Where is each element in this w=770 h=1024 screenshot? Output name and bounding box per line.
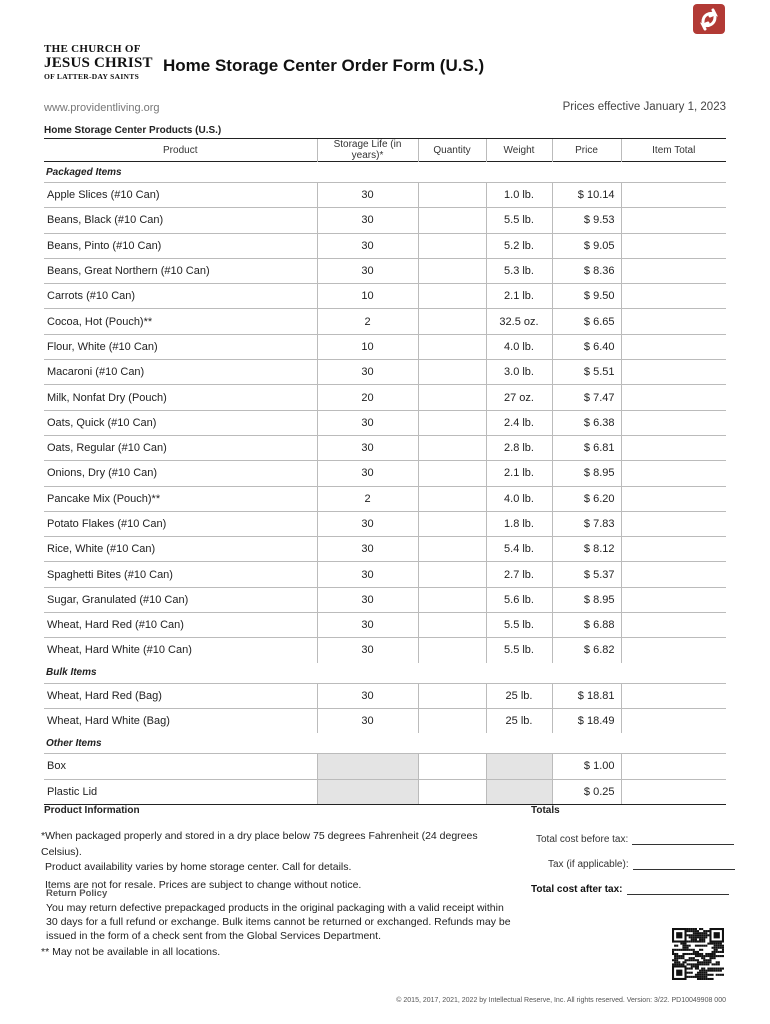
table-row bbox=[44, 435, 726, 460]
return-policy-text: You may return defective prepackaged products in the original packaging with a valid receipt within 30 days for a full refund or exchange. Bulk items cannot be returned or exchanged. Refunds may be issued in the form of a check sent from the Global Services Department. bbox=[46, 902, 511, 942]
quantity-input-cell[interactable] bbox=[418, 360, 486, 385]
product-cell: Carrots (#10 Can) bbox=[44, 284, 317, 309]
quantity-input-cell[interactable] bbox=[418, 754, 486, 779]
price-cell: $ 8.95 bbox=[552, 587, 621, 612]
table-row bbox=[44, 284, 726, 309]
product-cell: Macaroni (#10 Can) bbox=[44, 360, 317, 385]
weight-cell: 4.0 lb. bbox=[486, 334, 552, 359]
price-cell: $ 8.12 bbox=[552, 537, 621, 562]
item-total-cell[interactable] bbox=[621, 683, 726, 708]
product-cell: Wheat, Hard White (Bag) bbox=[44, 708, 317, 733]
weight-cell: 2.4 lb. bbox=[486, 410, 552, 435]
item-total-cell[interactable] bbox=[621, 360, 726, 385]
storage-life-cell: 10 bbox=[317, 284, 418, 309]
weight-cell: 4.0 lb. bbox=[486, 486, 552, 511]
table-row bbox=[44, 779, 726, 804]
quantity-input-cell[interactable] bbox=[418, 208, 486, 233]
return-policy-title: Return Policy bbox=[46, 888, 108, 899]
quantity-input-cell[interactable] bbox=[418, 284, 486, 309]
table-row bbox=[44, 208, 726, 233]
price-cell: $ 6.65 bbox=[552, 309, 621, 334]
item-total-cell[interactable] bbox=[621, 233, 726, 258]
product-cell: Oats, Regular (#10 Can) bbox=[44, 435, 317, 460]
storage-life-cell: 30 bbox=[317, 208, 418, 233]
price-cell: $ 5.37 bbox=[552, 562, 621, 587]
storage-life-cell: 2 bbox=[317, 309, 418, 334]
quantity-input-cell[interactable] bbox=[418, 562, 486, 587]
table-row bbox=[44, 233, 726, 258]
total-after-tax-field[interactable] bbox=[627, 883, 729, 895]
price-cell: $ 1.00 bbox=[552, 754, 621, 779]
price-cell: $ 8.95 bbox=[552, 461, 621, 486]
item-total-cell[interactable] bbox=[621, 385, 726, 410]
item-total-cell[interactable] bbox=[621, 708, 726, 733]
weight-cell: 25 lb. bbox=[486, 708, 552, 733]
copyright-notice: © 2015, 2017, 2021, 2022 by Intellectual Reserve, Inc. All rights reserved. Version: 3/22. PD10049908 000 bbox=[396, 997, 726, 1004]
weight-cell: 5.4 lb. bbox=[486, 537, 552, 562]
item-total-cell[interactable] bbox=[621, 754, 726, 779]
form-title: Home Storage Center Order Form (U.S.) bbox=[163, 56, 485, 75]
weight-cell: 32.5 oz. bbox=[486, 309, 552, 334]
product-cell: Beans, Pinto (#10 Can) bbox=[44, 233, 317, 258]
product-cell: Wheat, Hard Red (#10 Can) bbox=[44, 613, 317, 638]
table-row bbox=[44, 562, 726, 587]
column-header-product: Product bbox=[163, 144, 198, 156]
tax-label: Tax (if applicable): bbox=[548, 859, 629, 870]
price-cell: $ 0.25 bbox=[552, 779, 621, 804]
price-cell: $ 18.49 bbox=[552, 708, 621, 733]
table-row bbox=[44, 511, 726, 536]
product-cell: Apple Slices (#10 Can) bbox=[44, 183, 317, 208]
price-cell: $ 8.36 bbox=[552, 258, 621, 283]
column-header-item-total: Item Total bbox=[621, 139, 726, 162]
price-cell: $ 6.88 bbox=[552, 613, 621, 638]
weight-cell: 5.5 lb. bbox=[486, 613, 552, 638]
column-header-weight: Weight bbox=[486, 139, 552, 162]
quantity-input-cell[interactable] bbox=[418, 334, 486, 359]
table-row bbox=[44, 258, 726, 283]
table-header-row bbox=[44, 139, 726, 162]
item-total-cell[interactable] bbox=[621, 562, 726, 587]
total-after-tax-line bbox=[531, 883, 729, 895]
logo-line-1: THE CHURCH OF bbox=[44, 43, 141, 55]
weight-cell: 2.1 lb. bbox=[486, 284, 552, 309]
logo-line-2: JESUS CHRIST bbox=[44, 55, 153, 71]
section-title: Home Storage Center Products (U.S.) bbox=[44, 125, 222, 136]
quantity-input-cell[interactable] bbox=[418, 486, 486, 511]
item-total-cell[interactable] bbox=[621, 208, 726, 233]
table-row bbox=[44, 410, 726, 435]
price-cell: $ 9.53 bbox=[552, 208, 621, 233]
table-row bbox=[44, 638, 726, 663]
weight-cell: 5.5 lb. bbox=[486, 208, 552, 233]
price-cell: $ 6.40 bbox=[552, 334, 621, 359]
total-after-tax-label: Total cost after tax: bbox=[531, 884, 623, 895]
table-row bbox=[44, 360, 726, 385]
weight-cell bbox=[486, 779, 552, 804]
storage-life-cell: 30 bbox=[317, 233, 418, 258]
category-row bbox=[44, 162, 726, 183]
weight-cell: 1.0 lb. bbox=[486, 183, 552, 208]
price-cell: $ 9.05 bbox=[552, 233, 621, 258]
table-row bbox=[44, 385, 726, 410]
storage-life-cell: 20 bbox=[317, 385, 418, 410]
total-before-tax-line bbox=[536, 833, 734, 845]
storage-life-cell: 30 bbox=[317, 587, 418, 612]
storage-life-cell: 30 bbox=[317, 258, 418, 283]
item-total-cell[interactable] bbox=[621, 435, 726, 460]
weight-cell: 5.5 lb. bbox=[486, 638, 552, 663]
total-before-tax-field[interactable] bbox=[632, 833, 734, 845]
storage-life-cell: 30 bbox=[317, 638, 418, 663]
quantity-input-cell[interactable] bbox=[418, 183, 486, 208]
price-cell: $ 7.47 bbox=[552, 385, 621, 410]
category-label: Other Items bbox=[46, 737, 102, 749]
table-row bbox=[44, 587, 726, 612]
price-cell: $ 6.38 bbox=[552, 410, 621, 435]
availability-footnote: ** May not be available in all locations. bbox=[41, 946, 221, 958]
table-row bbox=[44, 486, 726, 511]
product-cell: Spaghetti Bites (#10 Can) bbox=[44, 562, 317, 587]
weight-cell bbox=[486, 754, 552, 779]
table-row bbox=[44, 683, 726, 708]
item-total-cell[interactable] bbox=[621, 410, 726, 435]
item-total-cell[interactable] bbox=[621, 183, 726, 208]
item-total-cell[interactable] bbox=[621, 258, 726, 283]
storage-life-cell: 30 bbox=[317, 183, 418, 208]
storage-life-cell: 10 bbox=[317, 334, 418, 359]
product-information-title: Product Information bbox=[44, 805, 140, 816]
weight-cell: 27 oz. bbox=[486, 385, 552, 410]
logo-line-3: OF LATTER-DAY SAINTS bbox=[44, 72, 140, 81]
product-cell: Potato Flakes (#10 Can) bbox=[44, 511, 317, 536]
table-row bbox=[44, 613, 726, 638]
storage-life-cell bbox=[317, 754, 418, 779]
column-header-price: Price bbox=[552, 139, 621, 162]
storage-note: *When packaged properly and stored in a dry place below 75 degrees Fahrenheit (24 degrees Celsius). bbox=[41, 830, 478, 858]
quantity-input-cell[interactable] bbox=[418, 309, 486, 334]
storage-life-cell: 30 bbox=[317, 435, 418, 460]
product-notes bbox=[41, 829, 521, 893]
storage-life-cell: 2 bbox=[317, 486, 418, 511]
storage-life-cell: 30 bbox=[317, 511, 418, 536]
price-cell: $ 7.83 bbox=[552, 511, 621, 536]
quantity-input-cell[interactable] bbox=[418, 385, 486, 410]
product-cell: Rice, White (#10 Can) bbox=[44, 537, 317, 562]
category-label: Packaged Items bbox=[46, 166, 122, 178]
product-cell: Sugar, Granulated (#10 Can) bbox=[44, 587, 317, 612]
price-cell: $ 6.20 bbox=[552, 486, 621, 511]
price-cell: $ 6.82 bbox=[552, 638, 621, 663]
weight-cell: 5.2 lb. bbox=[486, 233, 552, 258]
column-header-storage-life: Storage Life (in years)* bbox=[317, 139, 418, 162]
quantity-input-cell[interactable] bbox=[418, 511, 486, 536]
category-label: Bulk Items bbox=[46, 667, 97, 679]
weight-cell: 5.6 lb. bbox=[486, 587, 552, 612]
order-table bbox=[44, 139, 726, 805]
product-cell: Wheat, Hard White (#10 Can) bbox=[44, 638, 317, 663]
product-cell: Onions, Dry (#10 Can) bbox=[44, 461, 317, 486]
quantity-input-cell[interactable] bbox=[418, 613, 486, 638]
weight-cell: 5.3 lb. bbox=[486, 258, 552, 283]
qr-code-icon bbox=[672, 928, 724, 980]
item-total-cell[interactable] bbox=[621, 537, 726, 562]
product-cell: Wheat, Hard Red (Bag) bbox=[44, 683, 317, 708]
column-header-quantity: Quantity bbox=[418, 139, 486, 162]
totals-title: Totals bbox=[531, 805, 560, 816]
item-total-cell[interactable] bbox=[621, 334, 726, 359]
resale-note: Items are not for resale. Prices are subject to change without notice. bbox=[45, 878, 362, 891]
weight-cell: 1.8 lb. bbox=[486, 511, 552, 536]
category-row bbox=[44, 733, 726, 754]
item-total-cell[interactable] bbox=[621, 461, 726, 486]
quantity-input-cell[interactable] bbox=[418, 683, 486, 708]
quantity-input-cell[interactable] bbox=[418, 537, 486, 562]
storage-life-cell: 30 bbox=[317, 562, 418, 587]
table-row bbox=[44, 754, 726, 779]
total-before-tax-label: Total cost before tax: bbox=[536, 834, 629, 845]
price-cell: $ 5.51 bbox=[552, 360, 621, 385]
table-row bbox=[44, 461, 726, 486]
item-total-cell[interactable] bbox=[621, 779, 726, 804]
tax-line bbox=[548, 858, 735, 870]
quantity-input-cell[interactable] bbox=[418, 435, 486, 460]
quantity-input-cell[interactable] bbox=[418, 638, 486, 663]
price-cell: $ 10.14 bbox=[552, 183, 621, 208]
storage-life-cell: 30 bbox=[317, 613, 418, 638]
weight-cell: 2.7 lb. bbox=[486, 562, 552, 587]
tax-field[interactable] bbox=[633, 858, 735, 870]
price-cell: $ 18.81 bbox=[552, 683, 621, 708]
table-row bbox=[44, 537, 726, 562]
item-total-cell[interactable] bbox=[621, 486, 726, 511]
category-row bbox=[44, 663, 726, 684]
storage-life-cell: 30 bbox=[317, 708, 418, 733]
table-row bbox=[44, 309, 726, 334]
product-cell: Box bbox=[44, 754, 317, 779]
quantity-input-cell[interactable] bbox=[418, 708, 486, 733]
quantity-input-cell[interactable] bbox=[418, 461, 486, 486]
quantity-input-cell[interactable] bbox=[418, 410, 486, 435]
product-cell: Flour, White (#10 Can) bbox=[44, 334, 317, 359]
product-cell: Beans, Black (#10 Can) bbox=[44, 208, 317, 233]
product-cell: Beans, Great Northern (#10 Can) bbox=[44, 258, 317, 283]
table-row bbox=[44, 183, 726, 208]
product-cell: Plastic Lid bbox=[44, 779, 317, 804]
item-total-cell[interactable] bbox=[621, 613, 726, 638]
item-total-cell[interactable] bbox=[621, 638, 726, 663]
quantity-input-cell[interactable] bbox=[418, 587, 486, 612]
table-row bbox=[44, 708, 726, 733]
product-cell: Milk, Nonfat Dry (Pouch) bbox=[44, 385, 317, 410]
storage-life-cell: 30 bbox=[317, 410, 418, 435]
price-cell: $ 9.50 bbox=[552, 284, 621, 309]
app-badge-icon bbox=[693, 4, 725, 34]
table-row bbox=[44, 334, 726, 359]
quantity-input-cell[interactable] bbox=[418, 233, 486, 258]
weight-cell: 2.8 lb. bbox=[486, 435, 552, 460]
product-cell: Cocoa, Hot (Pouch)** bbox=[44, 309, 317, 334]
price-cell: $ 6.81 bbox=[552, 435, 621, 460]
storage-life-cell bbox=[317, 779, 418, 804]
storage-life-cell: 30 bbox=[317, 683, 418, 708]
weight-cell: 2.1 lb. bbox=[486, 461, 552, 486]
product-cell: Pancake Mix (Pouch)** bbox=[44, 486, 317, 511]
quantity-input-cell[interactable] bbox=[418, 258, 486, 283]
church-logo bbox=[44, 44, 153, 81]
item-total-cell[interactable] bbox=[621, 511, 726, 536]
item-total-cell[interactable] bbox=[621, 587, 726, 612]
item-total-cell[interactable] bbox=[621, 284, 726, 309]
product-cell: Oats, Quick (#10 Can) bbox=[44, 410, 317, 435]
storage-life-cell: 30 bbox=[317, 461, 418, 486]
item-total-cell[interactable] bbox=[621, 309, 726, 334]
storage-life-cell: 30 bbox=[317, 537, 418, 562]
quantity-input-cell[interactable] bbox=[418, 779, 486, 804]
prices-effective-date: Prices effective January 1, 2023 bbox=[562, 101, 726, 113]
storage-life-cell: 30 bbox=[317, 360, 418, 385]
weight-cell: 25 lb. bbox=[486, 683, 552, 708]
availability-note: Product availability varies by home storage center. Call for details. bbox=[45, 861, 352, 873]
website-link[interactable]: www.providentliving.org bbox=[44, 102, 160, 114]
weight-cell: 3.0 lb. bbox=[486, 360, 552, 385]
